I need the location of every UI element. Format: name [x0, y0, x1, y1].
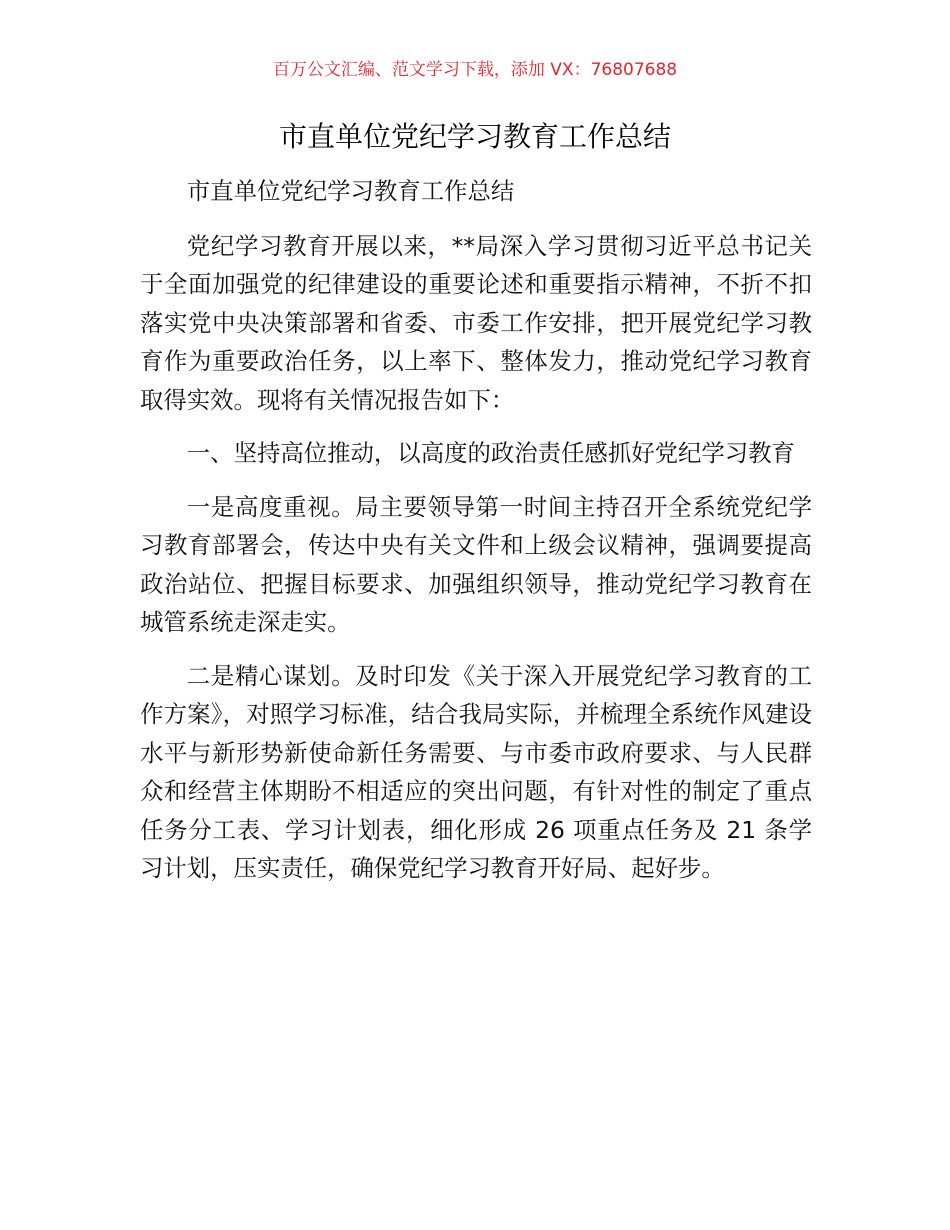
paragraph-planning: 二是精心谋划。及时印发《关于深入开展党纪学习教育的工作方案》，对照学习标准，结合我局实际，并梳理全系统作风建设水平与新形势新使命新任务需要、与市委市政府要求、与人民群众和经营主体期盼不相适应的突出问题，有针对性的制定了重点任务分工表、学习计划表，细化形成 26 项重点任务及 21 条学习计划，压实责任，确保党纪学习教育开好局、起好步。: [140, 661, 812, 882]
paragraph-attention: 一是高度重视。局主要领导第一时间主持召开全系统党纪学习教育部署会，传达中央有关文件和上级会议精神，强调要提高政治站位、把握目标要求、加强组织领导，推动党纪学习教育在城管系统走深走实。: [140, 492, 812, 636]
section-heading-1: 一、坚持高位推动，以高度的政治责任感抓好党纪学习教育: [186, 439, 795, 467]
document-body: [140, 172, 812, 903]
watermark-header-text: 百万公文汇编、范文学习下载，添加 VX：76807688: [272, 60, 678, 80]
document-subtitle: 市直单位党纪学习教育工作总结: [186, 177, 515, 205]
paragraph-intro: 党纪学习教育开展以来，**局深入学习贯彻习近平总书记关于全面加强党的纪律建设的重要论述和重要指示精神，不折不扣落实党中央决策部署和省委、市委工作安排，把开展党纪学习教育作为重要政治任务，以上率下、整体发力，推动党纪学习教育取得实效。现将有关情况报告如下：: [140, 231, 812, 414]
document-title: 市直单位党纪学习教育工作总结: [278, 120, 671, 153]
